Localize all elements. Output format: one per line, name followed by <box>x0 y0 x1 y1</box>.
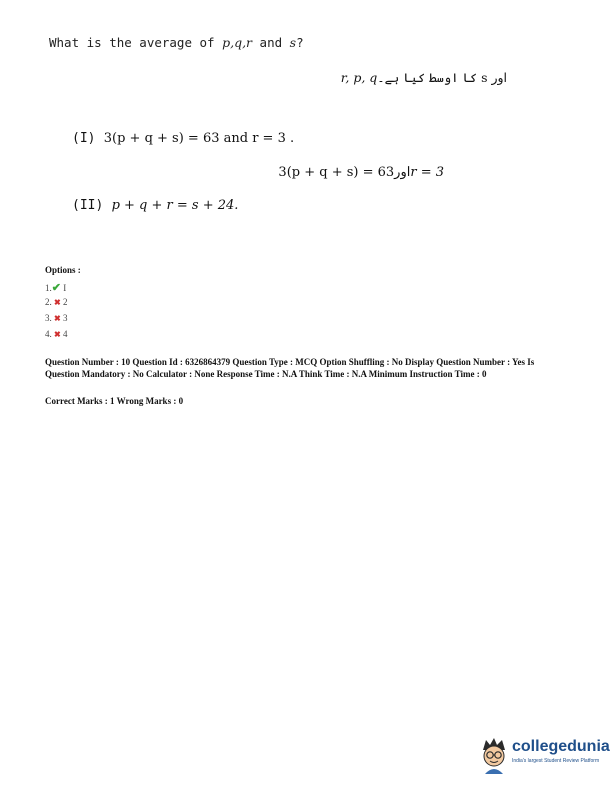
option-item: 1.✔ I <box>45 282 67 294</box>
statement-two: (II) p + q + r = s + 24. <box>72 198 239 213</box>
student-mascot-icon <box>478 736 510 776</box>
cross-icon: ✖ <box>54 298 61 307</box>
question-metadata: Question Number : 10 Question Id : 6326864379 Question Type : MCQ Option Shuffling : No Display Question Number : Yes Is Question Mandatory : No Calculator : None Response Time : N.A Think Time : N.A Minimum Instruction Time : 0 <box>45 357 535 379</box>
cross-icon: ✖ <box>54 314 61 323</box>
question-text-urdu: r, p, q اور s کا اوسط کیا ہے۔ <box>340 70 511 85</box>
question-text-english: What is the average of p,q,r and s? <box>49 35 304 50</box>
logo-wordmark: collegedunia <box>512 738 610 755</box>
cross-icon: ✖ <box>54 330 61 339</box>
check-icon: ✔ <box>51 282 61 294</box>
collegedunia-logo <box>478 736 608 776</box>
option-item: 3. ✖ 3 <box>45 313 68 323</box>
statement-one-urdu: 3(p + q + s) = 63اورr = 3 <box>278 165 444 180</box>
marks-info: Correct Marks : 1 Wrong Marks : 0 <box>45 396 184 406</box>
logo-tagline: India's largest Student Review Platform <box>512 758 600 764</box>
option-item: 4. ✖ 4 <box>45 329 68 339</box>
statement-one: (I) 3(p + q + s) = 63 and r = 3 . <box>72 131 295 146</box>
option-item: 2. ✖ 2 <box>45 297 68 307</box>
options-title: Options : <box>45 265 81 275</box>
